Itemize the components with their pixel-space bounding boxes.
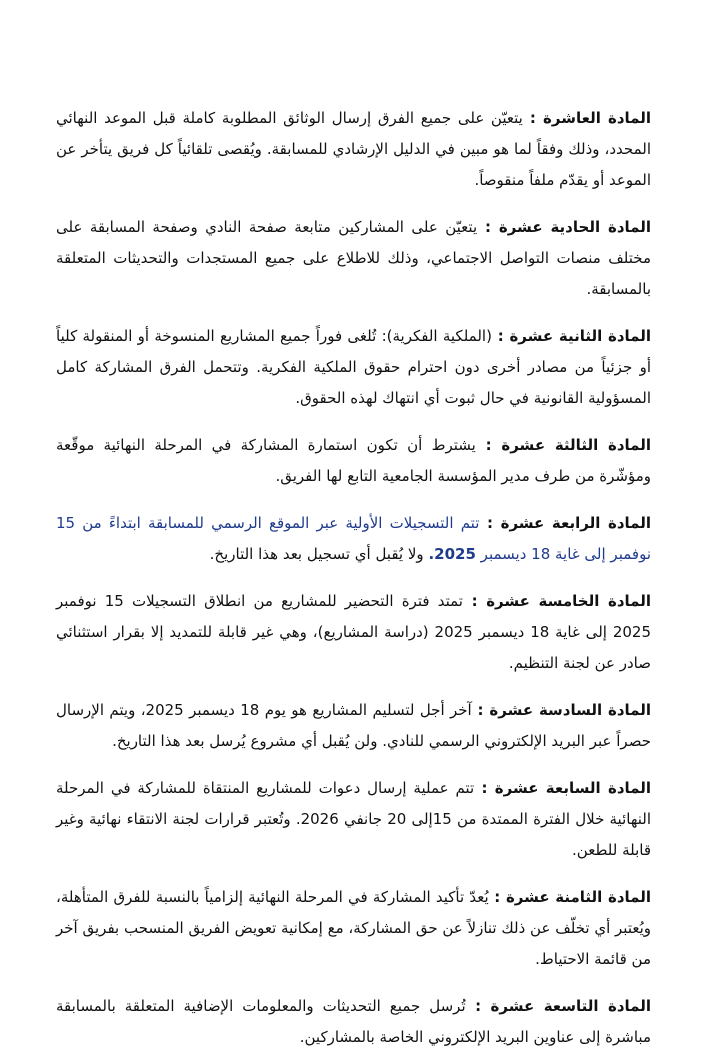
article-separator: : [522, 109, 544, 127]
article-title: المادة الخامسة عشرة [486, 592, 651, 610]
article-title: المادة التاسعة عشرة [490, 997, 652, 1015]
article-separator: : [479, 514, 501, 532]
article-separator: : [488, 888, 506, 906]
article-15 [56, 586, 651, 679]
article-14 [56, 508, 651, 570]
article-separator: : [475, 436, 502, 454]
article-12 [56, 321, 651, 414]
article-18 [56, 882, 651, 975]
article-body-highlight: تتم التسجيلات الأولية عبر الموقع الرسمي للمسابقة ابتداءً من 15 نوفمبر إلى غاية 18 ديسمبر [56, 514, 651, 563]
article-title: المادة الثالثة عشرة [501, 436, 651, 454]
article-separator: : [474, 779, 495, 797]
article-body: (الملكية الفكرية): تُلغى فوراً جميع المشاريع المنسوخة أو المنقولة كلياً أو جزئياً من مصادر أخرى دون احترام حقوق الملكية الفكرية. وتتحمل الفرق المشاركة كامل المسؤولية القانونية في حال ثبوت أي انتهاك لهذه الحقوق. [56, 327, 651, 407]
article-separator: : [465, 997, 491, 1015]
article-title: المادة السابعة عشرة [494, 779, 651, 797]
article-separator: : [471, 701, 490, 719]
article-title: المادة العاشرة [543, 109, 651, 127]
article-body: يتعيّن على جميع الفرق إرسال الوثائق المطلوبة كاملة قبل الموعد النهائي المحدد، وذلك وفقاً لما هو مبين في الدليل الإرشادي للمسابقة. ويُقصى تلقائياً كل فريق يتأخر عن الموعد أو يقدّم ملفاً منقوصاً. [56, 109, 651, 189]
article-title: المادة الثانية عشرة [509, 327, 652, 345]
article-separator: : [477, 218, 499, 236]
article-title: المادة الثامنة عشرة [505, 888, 651, 906]
article-11 [56, 212, 651, 305]
article-17 [56, 773, 651, 866]
article-13 [56, 430, 651, 492]
article-separator: : [491, 327, 510, 345]
article-separator: : [462, 592, 487, 610]
article-19 [56, 991, 651, 1053]
article-body-highlight-year: 2025. [428, 545, 476, 563]
article-body: ولا يُقبل أي تسجيل بعد هذا التاريخ. [209, 545, 424, 563]
article-body: يتعيّن على المشاركين متابعة صفحة النادي وصفحة المسابقة على مختلف منصات التواصل الاجتماعي، وذلك للاطلاع على جميع المستجدات والتحديثات المتعلقة بالمسابقة. [56, 218, 651, 298]
article-title: المادة الرابعة عشرة [500, 514, 651, 532]
article-16 [56, 695, 651, 757]
article-body: يشترط أن تكون استمارة المشاركة في المرحلة النهائية موقّعة ومؤشّرة من طرف مدير المؤسسة الجامعية التابع لها الفريق. [56, 436, 651, 485]
article-body: يُعدّ تأكيد المشاركة في المرحلة النهائية إلزامياً بالنسبة للفرق المتأهلة، ويُعتبر أي تخلّف عن ذلك تنازلاً عن حق المشاركة، مع إمكانية تعويض الفريق المنسحب بفريق آخر من قائمة الاحتياط. [56, 888, 651, 968]
article-10 [56, 103, 651, 196]
article-body: تُرسل جميع التحديثات والمعلومات الإضافية المتعلقة بالمسابقة مباشرة إلى عناوين البريد الإلكتروني الخاصة بالمشاركين. [56, 997, 651, 1046]
article-title: المادة الحادية عشرة [498, 218, 651, 236]
article-body: تمتد فترة التحضير للمشاريع من انطلاق التسجيلات 15 نوفمبر 2025 إلى غاية 18 ديسمبر 2025 (دراسة المشاريع)، وهي غير قابلة للتمديد إلا بقرار استثنائي صادر عن لجنة التنظيم. [56, 592, 651, 672]
article-body: تتم عملية إرسال دعوات للمشاريع المنتقاة للمشاركة في المرحلة النهائية خلال الفترة الممتدة من 15إلى 20 جانفي 2026. وتُعتبر قرارات لجنة الانتقاء نهائية وغير قابلة للطعن. [56, 779, 651, 859]
article-title: المادة السادسة عشرة [489, 701, 652, 719]
article-body: آخر أجل لتسليم المشاريع هو يوم 18 ديسمبر 2025، ويتم الإرسال حصراً عبر البريد الإلكتروني الرسمي للنادي. ولن يُقبل أي مشروع يُرسل بعد هذا التاريخ. [56, 701, 651, 750]
